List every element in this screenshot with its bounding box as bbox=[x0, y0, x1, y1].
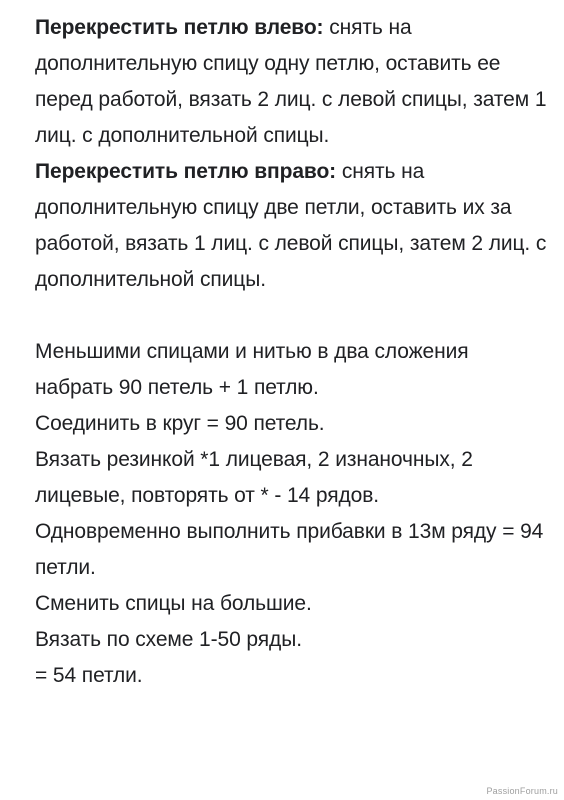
cross-left-paragraph bbox=[35, 10, 550, 154]
cross-right-term: Перекрестить петлю вправо: bbox=[35, 160, 337, 183]
instructions-text bbox=[35, 10, 550, 694]
chart-rows-line: Вязать по схеме 1-50 ряды. bbox=[35, 628, 302, 651]
cross-left-term: Перекрестить петлю влево: bbox=[35, 16, 324, 39]
join-round-line: Соединить в круг = 90 петель. bbox=[35, 412, 325, 435]
ribbing-line: Вязать резинкой *1 лицевая, 2 изнаночных, 2 лицевые, повторять от * - 14 рядов. bbox=[35, 448, 473, 507]
paragraph-gap bbox=[35, 298, 550, 334]
watermark: PassionForum.ru bbox=[486, 786, 558, 796]
cross-right-description: снять на дополнительную спицу две петли, оставить их за работой, вязать 1 лиц. с левой спицы, затем 2 лиц. с дополнительной спицы. bbox=[35, 160, 547, 291]
cross-right-paragraph bbox=[35, 154, 550, 298]
cast-on-line: Меньшими спицами и нитью в два сложения набрать 90 петель + 1 петлю. bbox=[35, 340, 469, 399]
cross-left-description: снять на дополнительную спицу одну петлю, оставить ее перед работой, вязать 2 лиц. с левой спицы, затем 1 лиц. с дополнительной спицы. bbox=[35, 16, 547, 147]
change-needles-line: Сменить спицы на большие. bbox=[35, 592, 312, 615]
stitch-count-line: = 54 петли. bbox=[35, 664, 143, 687]
increases-line: Одновременно выполнить прибавки в 13м ряду = 94 петли. bbox=[35, 520, 544, 579]
